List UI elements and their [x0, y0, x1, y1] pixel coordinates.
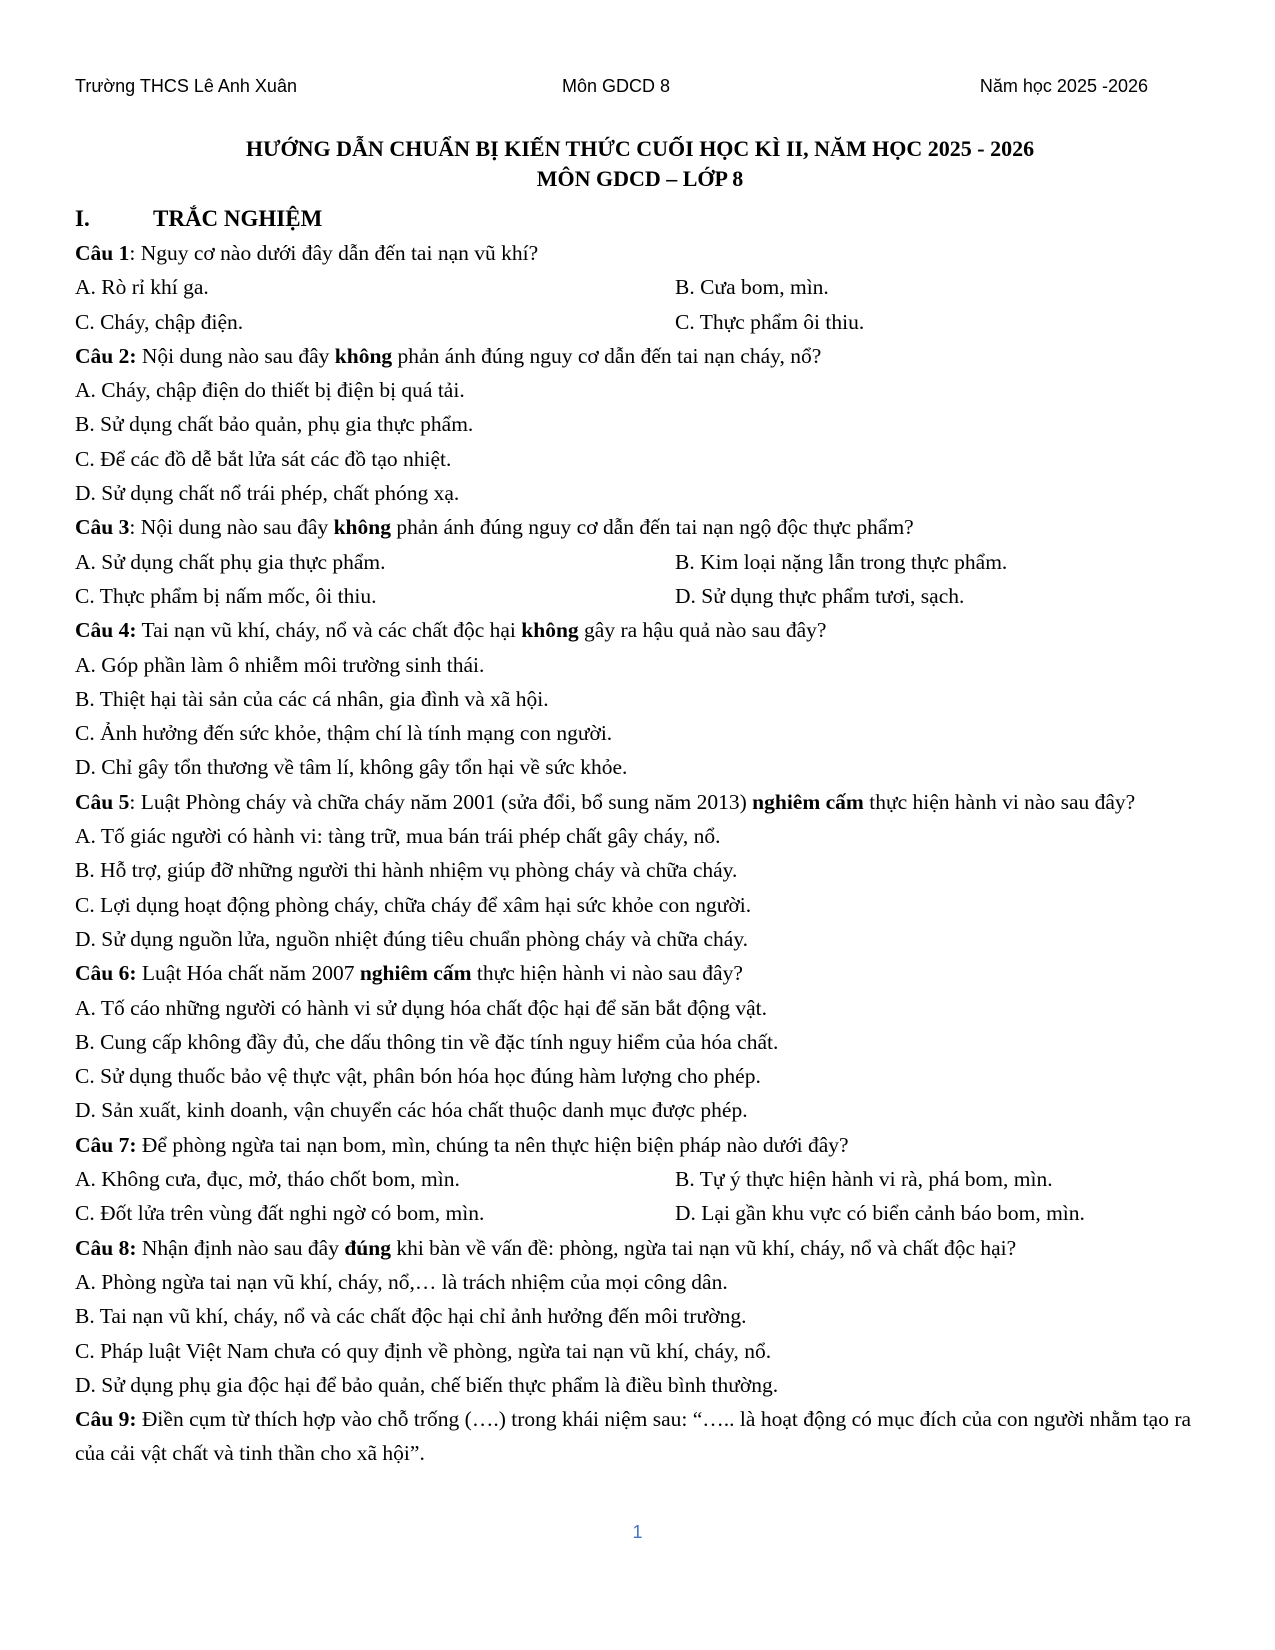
question-text: Để phòng ngừa tai nạn bom, mìn, chúng ta nên thực hiện biện pháp nào dưới đây? — [136, 1132, 849, 1157]
question-8 — [75, 1231, 1205, 1265]
option-a: A. Sử dụng chất phụ gia thực phẩm. — [75, 549, 386, 574]
option-d: D. Chỉ gây tổn thương về tâm lí, không gây tổn hại về sức khỏe. — [75, 755, 628, 780]
section-title: TRẮC NGHIỆM — [153, 206, 323, 231]
question-emphasis: nghiêm cấm — [359, 961, 472, 986]
question-label: Câu 6: — [75, 961, 137, 986]
question-emphasis: đúng — [344, 1235, 391, 1260]
question-text: Nội dung nào sau đây — [136, 343, 335, 368]
option-row — [75, 1162, 1205, 1196]
option-c: C. Pháp luật Việt Nam chưa có quy định về phòng, ngừa tai nạn vũ khí, cháy, nổ. — [75, 1338, 772, 1363]
question-text: gây ra hậu quả nào sau đây? — [578, 618, 827, 643]
option-d: D. Sử dụng thực phẩm tươi, sạch. — [675, 583, 965, 608]
option-a: A. Phòng ngừa tai nạn vũ khí, cháy, nổ,… là trách nhiệm của mọi công dân. — [75, 1269, 728, 1294]
question-label: Câu 1 — [75, 241, 130, 265]
question-label: Câu 2: — [75, 343, 137, 368]
option-a: A. Tố giác người có hành vi: tàng trữ, mua bán trái phép chất gây cháy, nổ. — [75, 824, 721, 849]
question-5 — [75, 785, 1205, 819]
option-row — [75, 545, 1205, 579]
option-d: C. Thực phẩm ôi thiu. — [675, 309, 865, 334]
question-label: Câu 5 — [75, 789, 130, 814]
option-b: B. Cưa bom, mìn. — [675, 275, 829, 300]
document-title — [75, 134, 1205, 194]
question-text: Luật Hóa chất năm 2007 — [136, 961, 360, 986]
question-2 — [75, 339, 1205, 373]
question-list — [75, 236, 1205, 1471]
question-sep: : — [129, 789, 136, 814]
question-7 — [75, 1128, 1205, 1162]
question-text: Luật Phòng cháy và chữa cháy năm 2001 (sửa đổi, bổ sung năm 2013) — [135, 789, 753, 814]
option-b: B. Cung cấp không đầy đủ, che dấu thông tin về đặc tính nguy hiểm của hóa chất. — [75, 1029, 779, 1054]
question-text: khi bàn về vấn đề: phòng, ngừa tai nạn vũ khí, cháy, nổ và chất độc hại? — [390, 1235, 1017, 1260]
question-text: thực hiện hành vi nào sau đây? — [863, 789, 1136, 814]
school-name: Trường THCS Lê Anh Xuân — [75, 76, 297, 96]
section-heading — [75, 202, 322, 236]
question-text: Nguy cơ nào dưới đây dẫn đến tai nạn vũ khí? — [135, 241, 539, 265]
option-c: C. Thực phẩm bị nấm mốc, ôi thiu. — [75, 583, 377, 608]
question-label: Câu 3 — [75, 515, 130, 540]
question-sep: : — [129, 241, 136, 265]
question-text: thực hiện hành vi nào sau đây? — [471, 961, 743, 986]
option-a: A. Cháy, chập điện do thiết bị điện bị quá tải. — [75, 378, 465, 403]
option-c: C. Lợi dụng hoạt động phòng cháy, chữa cháy để xâm hại sức khỏe con người. — [75, 892, 752, 917]
option-row — [75, 305, 1205, 339]
question-emphasis: không — [334, 343, 393, 368]
option-d: D. Sử dụng phụ gia độc hại để bảo quản, chế biến thực phẩm là điều bình thường. — [75, 1372, 779, 1397]
option-row — [75, 270, 1205, 304]
question-1 — [75, 236, 1205, 270]
section-number: I. — [75, 206, 90, 231]
option-a: A. Tố cáo những người có hành vi sử dụng hóa chất độc hại để săn bắt động vật. — [75, 995, 767, 1020]
question-text: phản ánh đúng nguy cơ dẫn đến tai nạn ngộ độc thực phẩm? — [390, 515, 914, 540]
question-4 — [75, 613, 1205, 647]
option-d: D. Sử dụng chất nổ trái phép, chất phóng xạ. — [75, 481, 460, 506]
option-a: A. Góp phần làm ô nhiễm môi trường sinh thái. — [75, 652, 485, 677]
question-label: Câu 9: — [75, 1407, 137, 1432]
option-b: B. Tai nạn vũ khí, cháy, nổ và các chất độc hại chỉ ảnh hưởng đến môi trường. — [75, 1304, 747, 1329]
option-d: D. Sử dụng nguồn lửa, nguồn nhiệt đúng tiêu chuẩn phòng cháy và chữa cháy. — [75, 926, 749, 951]
question-emphasis: không — [333, 515, 391, 540]
option-b: B. Thiệt hại tài sản của các cá nhân, gia đình và xã hội. — [75, 686, 549, 711]
school-year: Năm học 2025 -2026 — [979, 76, 1148, 96]
option-a: A. Rò rỉ khí ga. — [75, 275, 209, 300]
question-text: Điền cụm từ thích hợp vào chỗ trống (….) trong khái niệm sau: “….. là hoạt động có mục đích của con người nhằm tạo ra của cải vật chất và tinh thần cho xã hội”. — [75, 1407, 1192, 1466]
option-c: C. Cháy, chập điện. — [75, 309, 244, 334]
title-line-1: HƯỚNG DẪN CHUẨN BỊ KIẾN THỨC CUỐI HỌC KÌ II, NĂM HỌC 2025 - 2026 — [245, 136, 1035, 161]
option-b: B. Kim loại nặng lẫn trong thực phẩm. — [675, 549, 1008, 574]
question-sep: : — [129, 515, 136, 540]
option-b: B. Tự ý thực hiện hành vi rà, phá bom, mìn. — [675, 1167, 1053, 1192]
subject-name: Môn GDCD 8 — [562, 76, 671, 96]
title-line-2: MÔN GDCD – LỚP 8 — [536, 166, 744, 191]
option-d: D. Sản xuất, kinh doanh, vận chuyển các hóa chất thuộc danh mục được phép. — [75, 1098, 748, 1123]
question-text: Tai nạn vũ khí, cháy, nổ và các chất độc hại — [136, 618, 522, 643]
option-c: C. Sử dụng thuốc bảo vệ thực vật, phân bón hóa học đúng hàm lượng cho phép. — [75, 1064, 761, 1089]
question-label: Câu 7: — [75, 1132, 137, 1157]
question-3 — [75, 510, 1205, 544]
option-row — [75, 579, 1205, 613]
question-6 — [75, 956, 1205, 990]
question-text: Nội dung nào sau đây — [135, 515, 334, 540]
question-text: Nhận định nào sau đây — [136, 1235, 345, 1260]
option-c: C. Đốt lửa trên vùng đất nghi ngờ có bom, mìn. — [75, 1201, 485, 1226]
option-row — [75, 1196, 1205, 1230]
option-c: C. Ảnh hưởng đến sức khỏe, thậm chí là tính mạng con người. — [75, 721, 613, 746]
option-c: C. Để các đồ dễ bắt lửa sát các đồ tạo nhiệt. — [75, 446, 452, 471]
question-label: Câu 8: — [75, 1235, 137, 1260]
question-9 — [75, 1402, 1205, 1471]
question-emphasis: nghiêm cấm — [752, 789, 864, 814]
option-b: B. Hỗ trợ, giúp đỡ những người thi hành nhiệm vụ phòng cháy và chữa cháy. — [75, 858, 738, 883]
page-header — [75, 76, 1148, 106]
page-number: 1 — [632, 1522, 643, 1542]
question-emphasis: không — [521, 618, 579, 643]
question-text: phản ánh đúng nguy cơ dẫn đến tai nạn cháy, nổ? — [392, 343, 822, 368]
option-d: D. Lại gần khu vực có biển cảnh báo bom, mìn. — [675, 1201, 1085, 1226]
question-label: Câu 4: — [75, 618, 137, 643]
option-b: B. Sử dụng chất bảo quản, phụ gia thực phẩm. — [75, 412, 474, 437]
option-a: A. Không cưa, đục, mở, tháo chốt bom, mìn. — [75, 1167, 460, 1192]
